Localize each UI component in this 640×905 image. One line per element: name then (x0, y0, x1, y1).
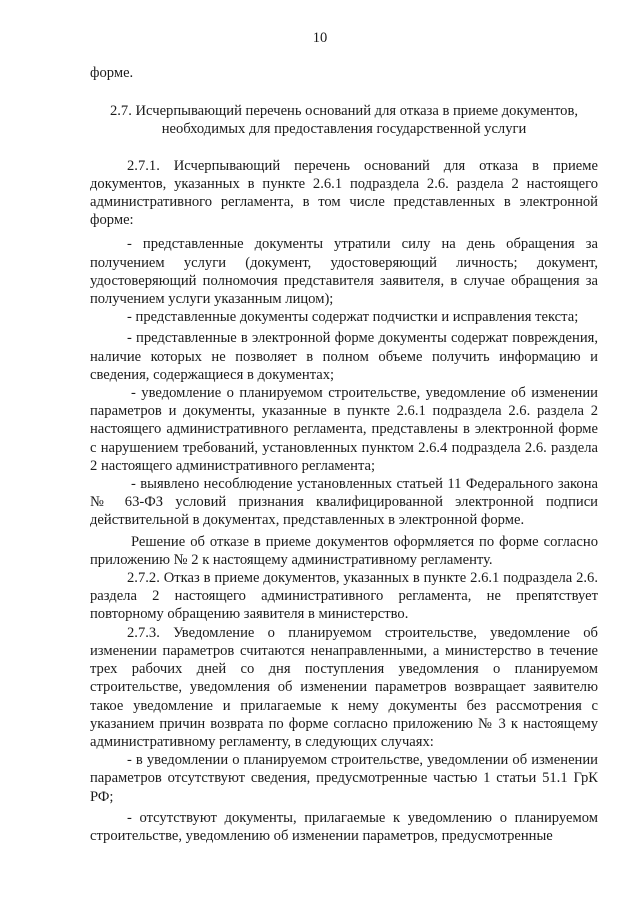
section-heading-line-2: необходимых для предоставления государственной услуги (161, 121, 527, 138)
list-item: - отсутствуют документы, прилагаемые к уведомлению о планируемом строительстве, уведомлению об изменении параметров, предусмотренные (90, 809, 598, 844)
page-number: 10 (312, 30, 328, 46)
list-item: - уведомление о планируемом строительстве, уведомление об изменении параметров и документы, указанные в пункте 2.6.1 подраздела 2.6. раздела 2 настоящего административного регламента, представлены в электронной форме с нарушением требований, установленных пунктом 2.6.4 подраздела 2.6. раздела 2 настоящего административного регламента; (90, 385, 598, 474)
section-heading-line-1: 2.7. Исчерпывающий перечень оснований для отказа в приеме документов, (109, 103, 579, 120)
section-heading (90, 102, 598, 138)
list-item: - в уведомлении о планируемом строительстве, уведомлении об изменении параметров отсутствуют сведения, предусмотренные частью 1 статьи 51.1 ГрК РФ; (90, 752, 598, 805)
paragraph-2-7-2: 2.7.2. Отказ в приеме документов, указанных в пункте 2.6.1 подраздела 2.6. раздела 2 настоящего административного регламента, не препятствует повторному обращению заявителя в министерство. (90, 570, 598, 623)
list-item: - выявлено несоблюдение установленных статьей 11 Федерального закона № 63-ФЗ условий признания квалифицированной электронной подписи действительной в документах, представленных в электронной форме. (90, 476, 598, 529)
decision-paragraph: Решение об отказе в приеме документов оформляется по форме согласно приложению № 2 к настоящему административному регламенту. (90, 533, 598, 568)
continued-text: форме. (90, 65, 134, 81)
list-item: - представленные документы содержат подчистки и исправления текста; (127, 309, 579, 326)
paragraph-2-7-3: 2.7.3. Уведомление о планируемом строительстве, уведомление об изменении параметров считаются ненаправленными, а министерство в течение трех рабочих дней со дня поступления уведомления о планируемом строительстве, уведомления об изменении параметров возвращает заявителю такое уведомление и прилагаемые к нему документы без рассмотрения с указанием причин возврата по форме согласно приложению № 3 к настоящему административному регламенту, в следующих случаях: (90, 624, 598, 750)
document-body (90, 64, 598, 845)
list-item: - представленные в электронной форме документы содержат повреждения, наличие которых не позволяет в полном объеме получить информацию и сведения, содержащиеся в документах; (90, 330, 598, 383)
list-item: - представленные документы утратили силу на день обращения за получением услуги (документ, удостоверяющий личность; документ, удостоверяющий полномочия представителя заявителя, в случае обращения за получением услуги указанным лицом); (90, 236, 598, 308)
paragraph-2-7-1: 2.7.1. Исчерпывающий перечень оснований для отказа в приеме документов, указанных в пункте 2.6.1 подраздела 2.6. раздела 2 настоящего административного регламента, в том числе представленных в электронной форме: (90, 157, 598, 229)
